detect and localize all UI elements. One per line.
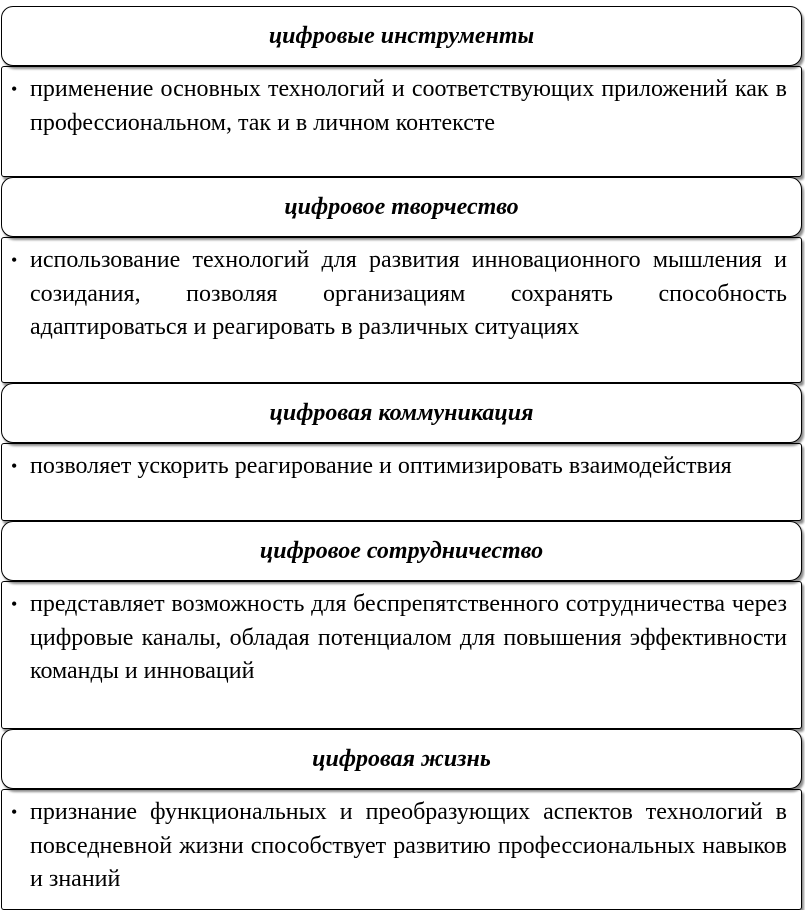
section-body-digital-tools	[1, 66, 802, 177]
section-text: применение основных технологий и соответствующих приложений как в профессиональном, так и в личном контексте	[30, 76, 787, 136]
section-header-digital-collaboration	[1, 521, 802, 581]
section-title: цифровое творчество	[284, 193, 519, 220]
bullet-icon: •	[11, 802, 18, 822]
bullet-icon: •	[11, 250, 18, 270]
list-item	[11, 588, 787, 689]
section-text: использование технологий для развития инновационного мышления и созидания, позволяя организациям сохранять способность адаптироваться и реагировать в различных ситуациях	[30, 247, 787, 340]
list-item	[11, 244, 787, 345]
section-text: позволяет ускорить реагирование и оптимизировать взаимодействия	[30, 453, 732, 479]
list-item	[11, 796, 787, 897]
section-title: цифровая коммуникация	[269, 399, 534, 426]
section-body-digital-communication	[1, 443, 802, 521]
section-body-digital-creativity	[1, 237, 802, 383]
section-header-digital-life	[1, 729, 802, 789]
section-title: цифровая жизнь	[312, 745, 491, 772]
section-title: цифровое сотрудничество	[259, 537, 544, 564]
bullet-icon: •	[11, 79, 18, 99]
list-item	[11, 73, 787, 140]
section-title: цифровые инструменты	[268, 22, 535, 49]
section-header-digital-creativity	[1, 177, 802, 237]
section-body-digital-life	[1, 789, 802, 910]
section-text: представляет возможность для беспрепятственного сотрудничества через цифровые каналы, обладая потенциалом для повышения эффективности команды и инноваций	[30, 591, 787, 684]
section-text: признание функциональных и преобразующих аспектов технологий в повседневной жизни способствует развитию профессиональных навыков и знаний	[30, 799, 787, 892]
section-header-digital-tools	[1, 6, 802, 66]
bullet-icon: •	[11, 594, 18, 614]
bullet-icon: •	[11, 456, 18, 476]
section-body-digital-collaboration	[1, 581, 802, 729]
list-item	[11, 450, 787, 484]
section-header-digital-communication	[1, 383, 802, 443]
